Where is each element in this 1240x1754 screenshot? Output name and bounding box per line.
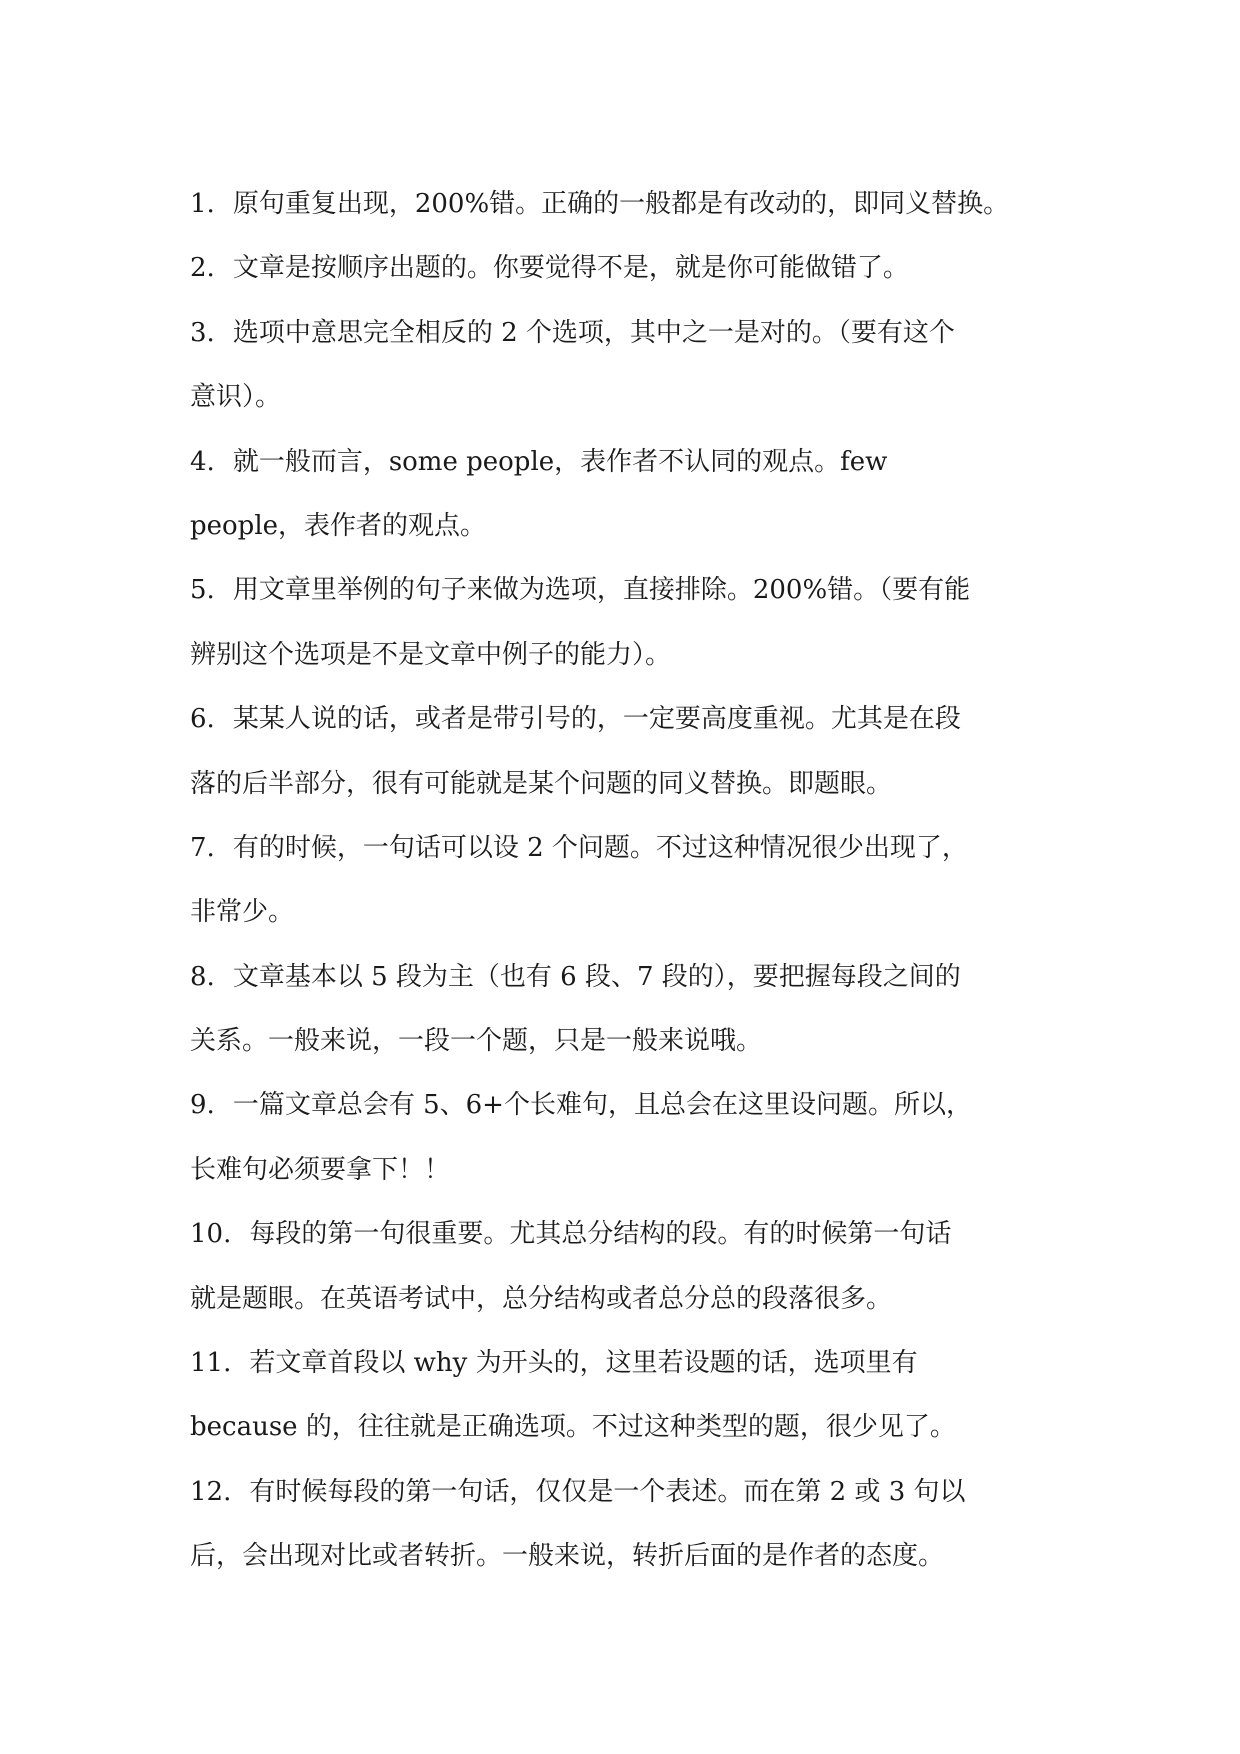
item-text: 有时候每段的第一句话，仅仅是一个表述。而在第 2 或 3 句以: [249, 1476, 966, 1507]
item-text: 文章基本以 5 段为主（也有 6 段、7 段的），要把握每段之间的: [232, 961, 961, 992]
item-text: 某某人说的话，或者是带引号的，一定要高度重视。尤其是在段: [232, 704, 961, 735]
item-text: 文章是按顺序出题的。你要觉得不是，就是你可能做错了。: [232, 253, 909, 284]
list-item-continuation: [190, 1267, 1090, 1331]
item-text: 选项中意思完全相反的 2 个选项，其中之一是对的。（要有这个: [232, 317, 955, 348]
item-number: 11.: [190, 1348, 232, 1379]
item-text: 原句重复出现，200%错。正确的一般都是有改动的，即同义替换。: [232, 189, 1010, 219]
item-text: 用文章里举例的句子来做为选项，直接排除。200%错。（要有能: [232, 575, 971, 606]
item-number: 9.: [190, 1090, 215, 1121]
item-number: 6.: [190, 704, 215, 735]
list-item: [190, 1073, 1090, 1137]
item-text: 有的时候，一句话可以设 2 个问题。不过这种情况很少出现了，: [232, 832, 968, 863]
list-item: [190, 1202, 1090, 1266]
list-item-continuation: [190, 623, 1090, 687]
item-text: 非常少。: [190, 897, 295, 928]
item-text: 辨别这个选项是不是文章中例子的能力）。: [190, 639, 672, 670]
item-text: 若文章首段以 why 为开头的，这里若设题的话，选项里有: [249, 1348, 918, 1379]
item-number: 1.: [190, 189, 215, 219]
item-text: 后，会出现对比或者转折。一般来说，转折后面的是作者的态度。: [190, 1541, 945, 1572]
item-number: 8.: [190, 961, 215, 992]
list-item: [190, 172, 1090, 236]
list-item-continuation: [190, 1524, 1090, 1588]
item-text: 就是题眼。在英语考试中，总分结构或者总分总的段落很多。: [190, 1283, 893, 1314]
document-body: [190, 172, 1090, 1589]
list-item-continuation: [190, 752, 1090, 816]
item-text: 每段的第一句很重要。尤其总分结构的段。有的时候第一句话: [249, 1219, 952, 1250]
item-text: 意识）。: [190, 382, 282, 413]
item-text: 就一般而言，some people，表作者不认同的观点。few: [232, 446, 888, 477]
list-item: [190, 816, 1090, 880]
item-number: 7.: [190, 832, 215, 863]
item-text: 关系。一般来说，一段一个题，只是一般来说哦。: [190, 1026, 763, 1057]
list-item: [190, 430, 1090, 494]
list-item: [190, 687, 1090, 751]
list-item-continuation: [190, 1009, 1090, 1073]
list-item-continuation: [190, 494, 1090, 558]
list-item-continuation: [190, 1395, 1090, 1459]
item-number: 4.: [190, 446, 215, 477]
item-text: because 的，往往就是正确选项。不过这种类型的题，很少见了。: [190, 1412, 956, 1443]
list-item-continuation: [190, 365, 1090, 429]
item-number: 10.: [190, 1219, 232, 1250]
item-number: 12.: [190, 1476, 232, 1507]
list-item: [190, 558, 1090, 622]
list-item: [190, 945, 1090, 1009]
list-item: [190, 1331, 1090, 1395]
item-text: 长难句必须要拿下！！: [190, 1154, 451, 1185]
item-text: people，表作者的观点。: [190, 510, 487, 541]
list-item: [190, 301, 1090, 365]
item-number: 5.: [190, 575, 215, 606]
list-item-continuation: [190, 880, 1090, 944]
item-number: 2.: [190, 253, 215, 284]
item-text: 落的后半部分，很有可能就是某个问题的同义替换。即题眼。: [190, 768, 893, 799]
list-item: [190, 1460, 1090, 1524]
list-item: [190, 236, 1090, 300]
list-item-continuation: [190, 1138, 1090, 1202]
item-number: 3.: [190, 317, 215, 348]
item-text: 一篇文章总会有 5、6+个长难句，且总会在这里设问题。所以，: [232, 1090, 972, 1121]
